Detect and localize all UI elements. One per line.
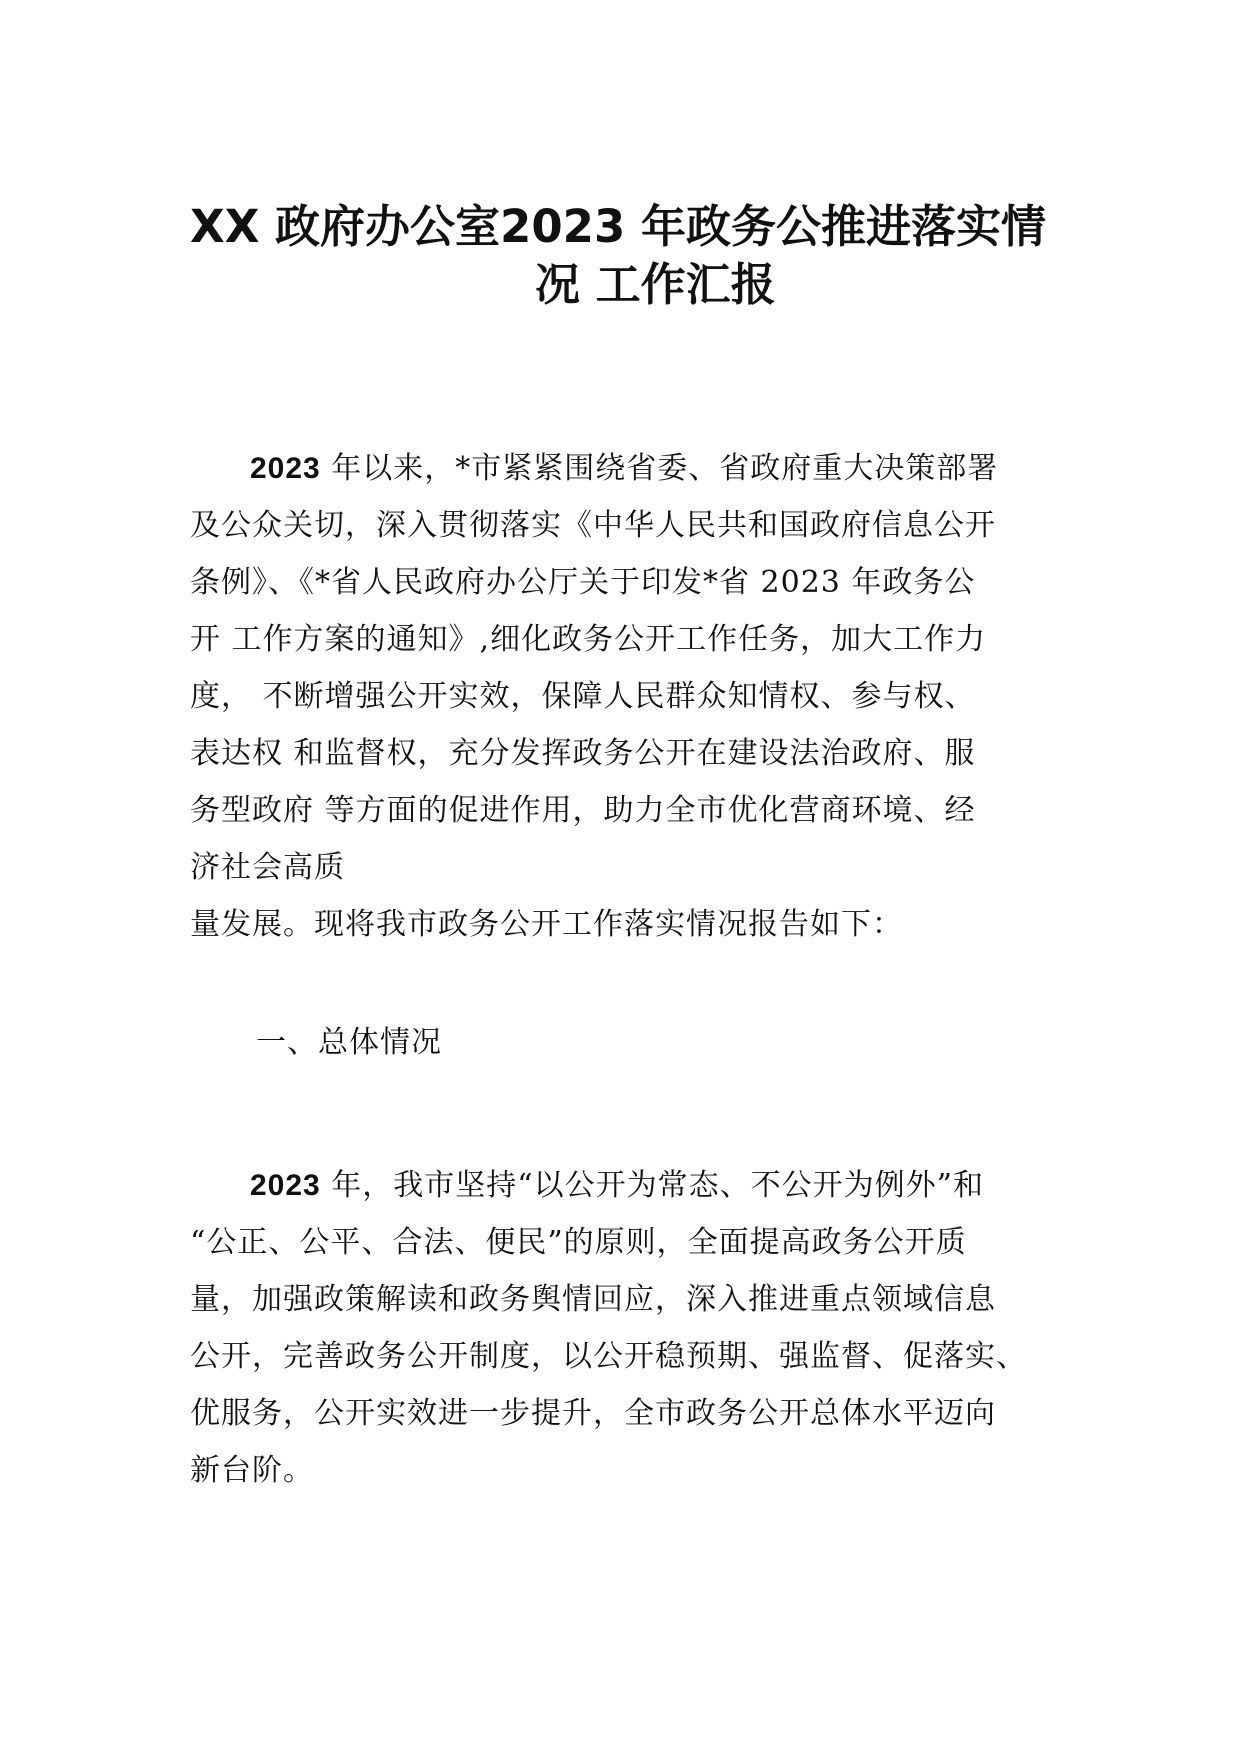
title-line-1: XX 政府办公室2023 年政务公推进落实情 bbox=[190, 200, 1046, 253]
section-paragraph bbox=[190, 1157, 1070, 1499]
paragraph-line: 公开，完善政务公开制度，以公开稳预期、强监督、促落实、 bbox=[190, 1339, 1027, 1374]
line-text: 年以来，*市紧紧围绕省委、省政府重大决策部署 bbox=[320, 451, 999, 486]
paragraph-line: 及公众关切，深入贯彻落实《中华人民共和国政府信息公开 bbox=[190, 508, 996, 543]
paragraph-line: 优服务，公开实效进一步提升，全市政务公开总体水平迈向 bbox=[190, 1396, 996, 1431]
paragraph-line bbox=[190, 440, 1070, 497]
year-number: 2023 bbox=[250, 1169, 321, 1202]
paragraph-line: 表达权 和监督权，充分发挥政务公开在建设法治政府、服 bbox=[190, 736, 976, 771]
title-line-2: 况 工作汇报 bbox=[535, 258, 776, 311]
paragraph-line: “公正、公平、合法、便民”的原则，全面提高政务公开质 bbox=[190, 1225, 967, 1260]
line-text: 年，我市坚持“以公开为常态、不公开为例外”和 bbox=[320, 1168, 984, 1203]
paragraph-line: 量，加强政策解读和政务舆情回应，深入推进重点领域信息 bbox=[190, 1282, 996, 1317]
section-heading: 一、总体情况 bbox=[256, 1025, 442, 1060]
paragraph-line: 条例》、《*省人民政府办公厅关于印发*省 2023 年政务公 bbox=[190, 565, 976, 600]
paragraph-line: 开 工作方案的通知》,细化政务公开工作任务，加大工作力 bbox=[190, 622, 987, 657]
paragraph-line: 务型政府 等方面的促进作用，助力全市优化营商环境、经 bbox=[190, 793, 976, 828]
paragraph-line: 量发展。现将我市政务公开工作落实情况报告如下： bbox=[190, 907, 903, 942]
paragraph-line: 济社会高质 bbox=[190, 850, 345, 885]
paragraph-line bbox=[190, 1157, 1070, 1214]
paragraph-line: 度， 不断增强公开实效，保障人民群众知情权、参与权、 bbox=[190, 679, 976, 714]
document-title bbox=[190, 198, 1050, 314]
year-number: 2023 bbox=[250, 452, 321, 485]
intro-paragraph bbox=[190, 440, 1070, 953]
paragraph-line: 新台阶。 bbox=[190, 1453, 314, 1488]
